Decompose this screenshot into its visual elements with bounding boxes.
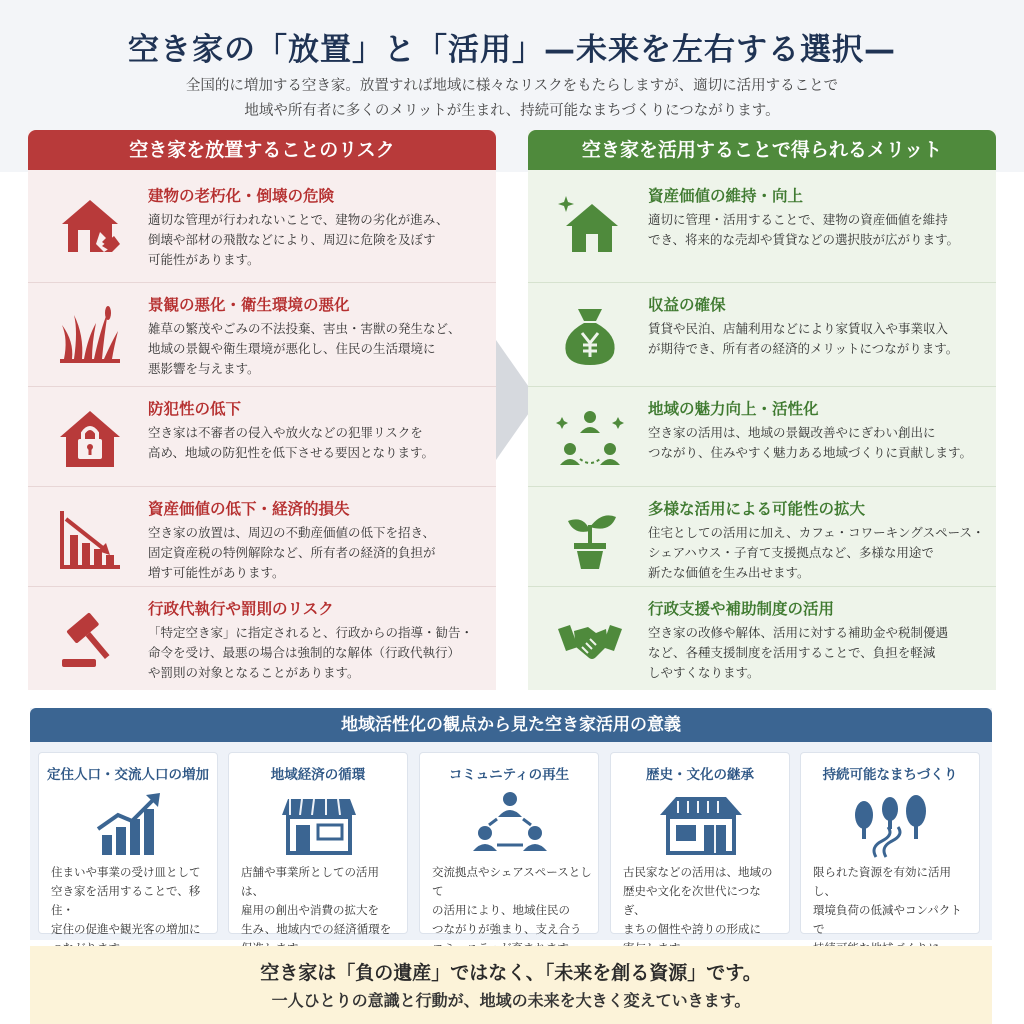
people-network-icon: [465, 789, 555, 859]
text-line: 空き家の改修や解体、活用に対する補助金や税制優遇: [648, 625, 949, 640]
text-line: つながり、住みやすく魅力ある地域づくりに貢献します。: [648, 445, 973, 460]
risk-text: [148, 423, 488, 463]
significance-title: 地域活性化の観点から見た空き家活用の意義: [30, 708, 992, 742]
card-heading: 持続可能なまちづくり: [822, 767, 958, 783]
risks-panel: [28, 130, 496, 690]
text-line: 賃貸や民泊、店舗利用などにより家賃収入や事業収入: [648, 321, 949, 336]
card-text: [623, 863, 783, 958]
house-lock-icon: [56, 405, 124, 473]
text-line: 住まいや事業の受け皿として: [51, 865, 201, 879]
merit-heading: 行政支援や補助制度の活用: [648, 600, 835, 618]
risk-item: [28, 586, 496, 686]
text-line: 「特定空き家」に指定されると、行政からの指導・勧告・: [148, 625, 474, 640]
text-line: 定住の促進や観光客の増加に: [51, 922, 201, 936]
card-text: [51, 863, 211, 958]
text-line: 命令を受け、最悪の場合は強制的な解体（行政代執行）: [148, 645, 461, 660]
merit-heading: 収益の確保: [648, 296, 726, 314]
significance-section: [30, 708, 992, 940]
text-line: 空き家の放置は、周辺の不動産価値の低下を招き、: [148, 525, 436, 540]
merit-heading: 地域の魅力向上・活性化: [648, 400, 819, 418]
gavel-icon: [56, 605, 124, 673]
risk-item: [28, 486, 496, 586]
page-title: 空き家の「放置」と「活用」—未来を左右する選択—: [128, 32, 896, 68]
risk-text: [148, 623, 488, 683]
text-line: や罰則の対象となることがあります。: [148, 665, 360, 680]
risk-text: [148, 210, 488, 270]
text-line: 古民家などの活用は、地域の: [623, 865, 773, 879]
text-line: 空き家は不審者の侵入や放火などの犯罪リスクを: [148, 425, 423, 440]
risk-item: [28, 282, 496, 382]
sparkle-house-icon: [556, 192, 624, 260]
footer-line-2: 一人ひとりの意識と行動が、地域の未来を大きく変えていきます。: [271, 991, 751, 1010]
merit-heading: 資産価値の維持・向上: [648, 187, 804, 205]
text-line: つながりが強まり、支え合う: [432, 922, 582, 936]
merit-item: [528, 282, 996, 382]
text-line: など、各種支援制度を活用することで、負担を軽減: [648, 645, 936, 660]
footer-message: [30, 946, 992, 1024]
text-line: が期待でき、所有者の経済的メリットにつながります。: [648, 341, 959, 356]
text-line: まちの個性や誇りの形成に: [623, 922, 761, 936]
risk-heading: 防犯性の低下: [148, 400, 242, 418]
text-line: 限られた資源を有効に活用し、: [813, 865, 951, 898]
traditional-house-icon: [656, 789, 746, 859]
merits-panel: [528, 130, 996, 690]
text-line: 適切に管理・活用することで、建物の資産価値を維持: [648, 212, 948, 227]
risk-heading: 建物の老朽化・倒壊の危険: [148, 187, 335, 205]
significance-card: [228, 752, 408, 934]
text-line: 悪影響を与えます。: [148, 361, 260, 376]
text-line: 店舗や事業所としての活用は、: [241, 865, 379, 898]
subtitle-line: 地域や所有者に多くのメリットが生まれ、持続可能なまちづくりにつながります。: [244, 103, 780, 119]
text-line: 高め、地域の防犯性を低下させる要因となります。: [148, 445, 435, 460]
text-line: 固定資産税の特例解除など、所有者の経済的負担が: [148, 545, 436, 560]
declining-chart-icon: [56, 505, 124, 573]
card-text: [432, 863, 592, 958]
text-line: でき、将来的な売却や賃貸などの選択肢が広がります。: [648, 232, 960, 247]
text-line: 空き家の活用は、地域の景観改善やにぎわい創出に: [648, 425, 936, 440]
risk-item: [28, 386, 496, 486]
card-text: [241, 863, 401, 958]
merit-text: [648, 523, 988, 583]
merits-panel-title: 空き家を活用することで得られるメリット: [528, 130, 996, 170]
merit-heading: 多様な活用による可能性の拡大: [648, 500, 866, 518]
community-icon: [556, 405, 624, 473]
sprout-icon: [556, 505, 624, 573]
merit-item: [528, 486, 996, 586]
text-line: 住宅としての活用に加え、カフェ・コワーキングスペース・: [648, 525, 985, 540]
merit-text: [648, 210, 988, 250]
subtitle-line: 全国的に増加する空き家。放置すれば地域に様々なリスクをもたらしますが、適切に活用することで: [185, 78, 839, 94]
text-line: しやすくなります。: [648, 665, 760, 680]
risk-text: [148, 319, 488, 379]
text-line: 雑草の繁茂やごみの不法投棄、害虫・害獣の発生など、: [148, 321, 461, 336]
risk-heading: 行政代執行や罰則のリスク: [148, 600, 334, 618]
risk-text: [148, 523, 488, 583]
storefront-icon: [274, 789, 364, 859]
text-line: 生み、地域内での経済循環を: [241, 922, 392, 936]
risk-heading: 資産価値の低下・経済的損失: [148, 500, 350, 518]
text-line: 環境負荷の低減やコンパクトで: [813, 903, 962, 936]
page-subtitle: [0, 74, 1024, 124]
merit-item: [528, 386, 996, 486]
footer-line-1: 空き家は「負の遺産」ではなく、「未来を創る資源」です。: [260, 962, 762, 984]
trees-path-icon: [846, 789, 936, 859]
handshake-icon: [556, 605, 624, 673]
text-line: 可能性があります。: [148, 252, 260, 267]
text-line: シェアハウス・子育て支援拠点など、多様な用途で: [648, 545, 934, 560]
risks-panel-title: 空き家を放置することのリスク: [28, 130, 496, 170]
risk-heading: 景観の悪化・衛生環境の悪化: [148, 296, 350, 314]
risk-item: [28, 174, 496, 274]
text-line: 増す可能性があります。: [148, 565, 285, 580]
text-line: 空き家を活用することで、移住・: [51, 884, 201, 917]
text-line: 倒壊や部材の飛散などにより、周辺に危険を及ぼす: [148, 232, 436, 247]
weeds-icon: [56, 301, 124, 369]
merit-item: [528, 586, 996, 686]
text-line: 新たな価値を生み出せます。: [648, 565, 810, 580]
growth-chart-icon: [84, 789, 174, 859]
text-line: の活用により、地域住民の: [432, 903, 570, 917]
card-heading: 地域経済の循環: [270, 767, 366, 783]
card-heading: 歴史・文化の継承: [646, 767, 754, 783]
text-line: 地域の景観や衛生環境が悪化し、住民の生活環境に: [148, 341, 436, 356]
merit-item: [528, 174, 996, 274]
text-line: 歴史や文化を次世代につなぎ、: [623, 884, 761, 917]
merit-text: [648, 423, 988, 463]
damaged-house-icon: [56, 192, 124, 260]
text-line: 雇用の創出や消費の拡大を: [241, 903, 379, 917]
card-heading: 定住人口・交流人口の増加: [47, 767, 209, 783]
significance-card: [419, 752, 599, 934]
significance-card: [800, 752, 980, 934]
merit-text: [648, 319, 988, 359]
significance-card: [38, 752, 218, 934]
significance-card: [610, 752, 790, 934]
merit-text: [648, 623, 988, 683]
text-line: 適切な管理が行われないことで、建物の劣化が進み、: [148, 212, 449, 227]
text-line: 交流拠点やシェアスペースとして: [432, 865, 592, 898]
card-heading: コミュニティの再生: [448, 767, 570, 783]
yen-bag-icon: [556, 301, 624, 369]
